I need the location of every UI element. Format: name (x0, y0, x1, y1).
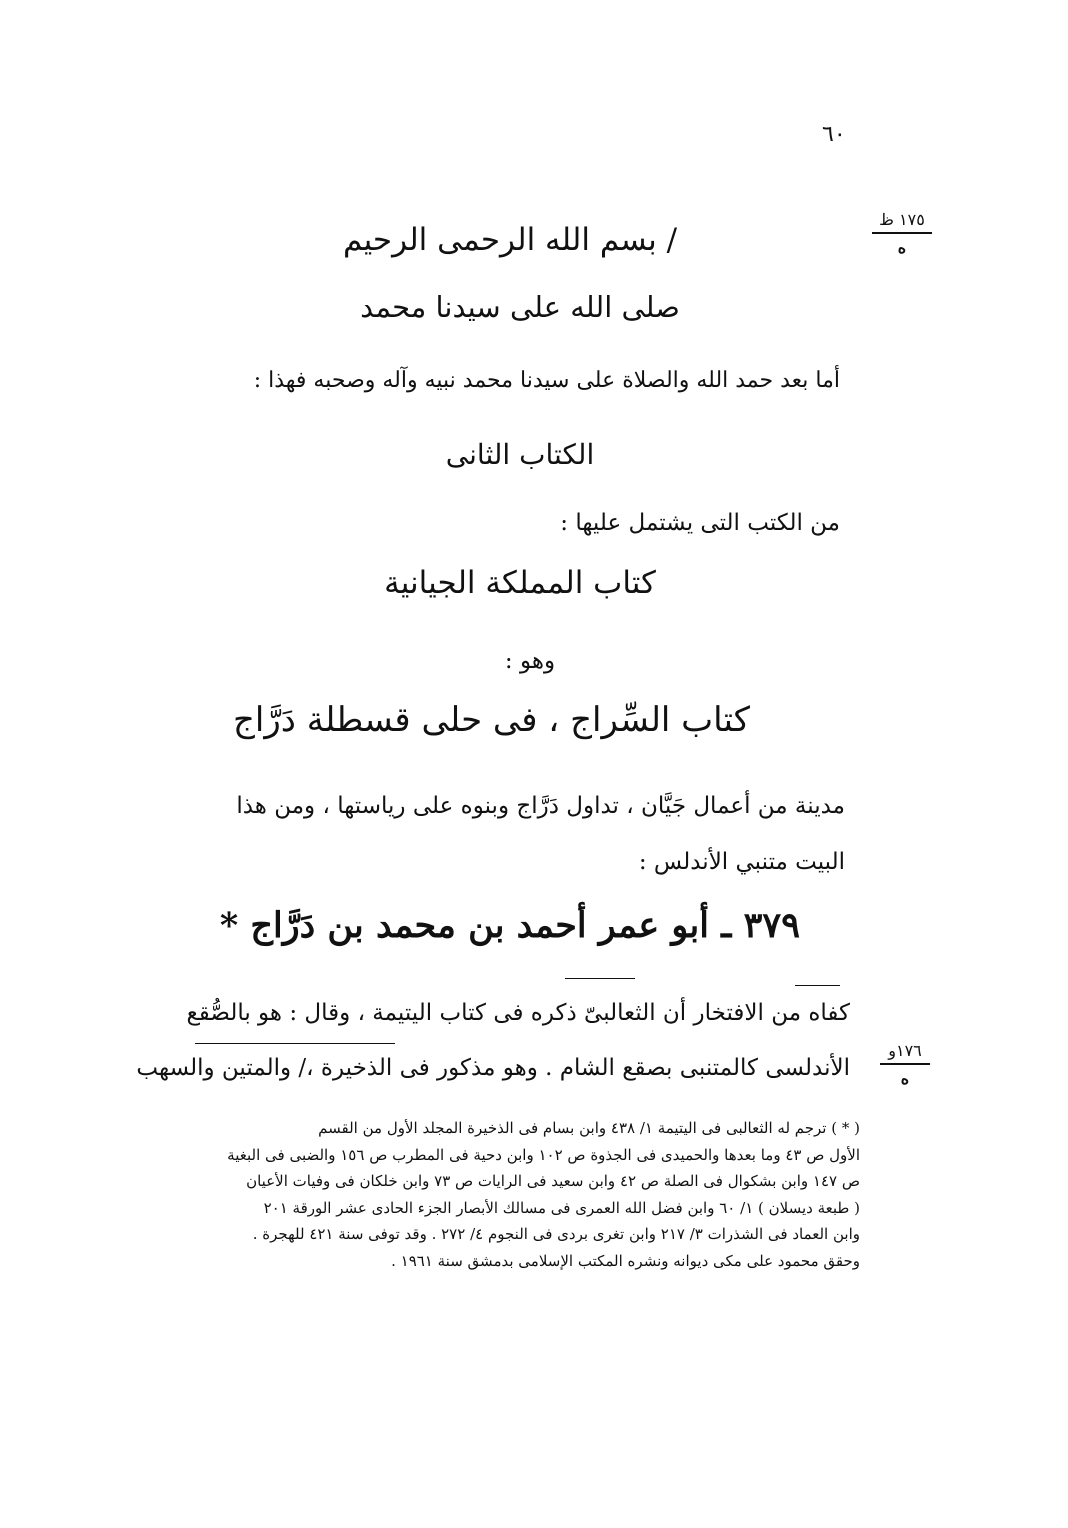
underline-mark (195, 1043, 395, 1044)
footnote-line: وابن العماد فى الشذرات ٣/ ٢١٧ وابن تغرى بردى فى النجوم ٤/ ٢٧٢ . وقد توفى سنة ٤٢١ للهجرة . (252, 1225, 860, 1243)
wahuwa-line: وهو : (504, 648, 556, 674)
margin-note-folio-175 (872, 212, 932, 256)
siraj-title: كتاب السِّراج ، فى حلى قسطلة دَرَّاج (232, 700, 750, 740)
margin-note-bottom: ه (897, 238, 907, 257)
from-books-line: من الكتب التى يشتمل عليها : (560, 510, 840, 536)
kingdom-title: كتاب المملكة الجيانية (384, 565, 656, 601)
body-line: كفاه من الافتخار أن الثعالبىّ ذكره فى كتاب اليتيمة ، وقال : هو بالصُّقع (186, 1000, 850, 1026)
overline-mark (795, 985, 840, 986)
footnote-line: ( * ) ترجم له الثعالبى فى اليتيمة ١/ ٤٣٨ وابن بسام فى الذخيرة المجلد الأول من القسم (318, 1119, 860, 1137)
footnote-line: ص ١٤٧ وابن بشكوال فى الصلة ص ٤٢ وابن سعيد فى الرايات ص ٧٣ وابن خلكان فى وفيات الأعيان (246, 1172, 860, 1190)
overline-mark (565, 978, 635, 979)
page-number: ٦٠ (822, 122, 846, 147)
footnote-line: الأول ص ٤٣ وما بعدها والحميدى فى الجذوة ص ١٠٢ وابن دحية فى المطرب ص ١٥٦ والضبى فى البغية (227, 1145, 860, 1164)
footnote-line: وحقق محمود على مكى ديوانه ونشره المكتب الإسلامى بدمشق سنة ١٩٦١ . (391, 1251, 860, 1270)
city-paragraph: مدينة من أعمال جَيَّان ، تداول دَرَّاج وبنوه على رياستها ، ومن هذا البيت متنبي الأندلس : (236, 793, 845, 875)
margin-note-bottom: ه (900, 1069, 910, 1088)
footnote (180, 1115, 860, 1274)
body-line: الأندلسى كالمتنبى بصقع الشام . وهو مذكور فى الذخيرة ،/ والمتين والسهب (136, 1055, 850, 1081)
margin-note-folio-176 (880, 1043, 930, 1087)
intro-line: أما بعد حمد الله والصلاة على سيدنا محمد نبيه وآله وصحبه فهذا : (253, 368, 840, 393)
margin-note-top: ١٧٥ ظ (879, 210, 925, 229)
salawat-line: صلى الله على سيدنا محمد (360, 290, 680, 324)
basmala: / بسم الله الرحمى الرحيم (342, 222, 678, 258)
entry-heading: ٣٧٩ ـ أبو عمر أحمد بن محمد بن دَرَّاج * (219, 905, 800, 946)
book-title: الكتاب الثانى (445, 438, 595, 471)
margin-note-top: ١٧٦و (888, 1041, 922, 1060)
footnote-line: ( طبعة دیسلان ) ١/ ٦٠ وابن فضل الله العمرى فى مسالك الأبصار الجزء الحادى عشر الورقة ٢٠١ (263, 1198, 860, 1217)
